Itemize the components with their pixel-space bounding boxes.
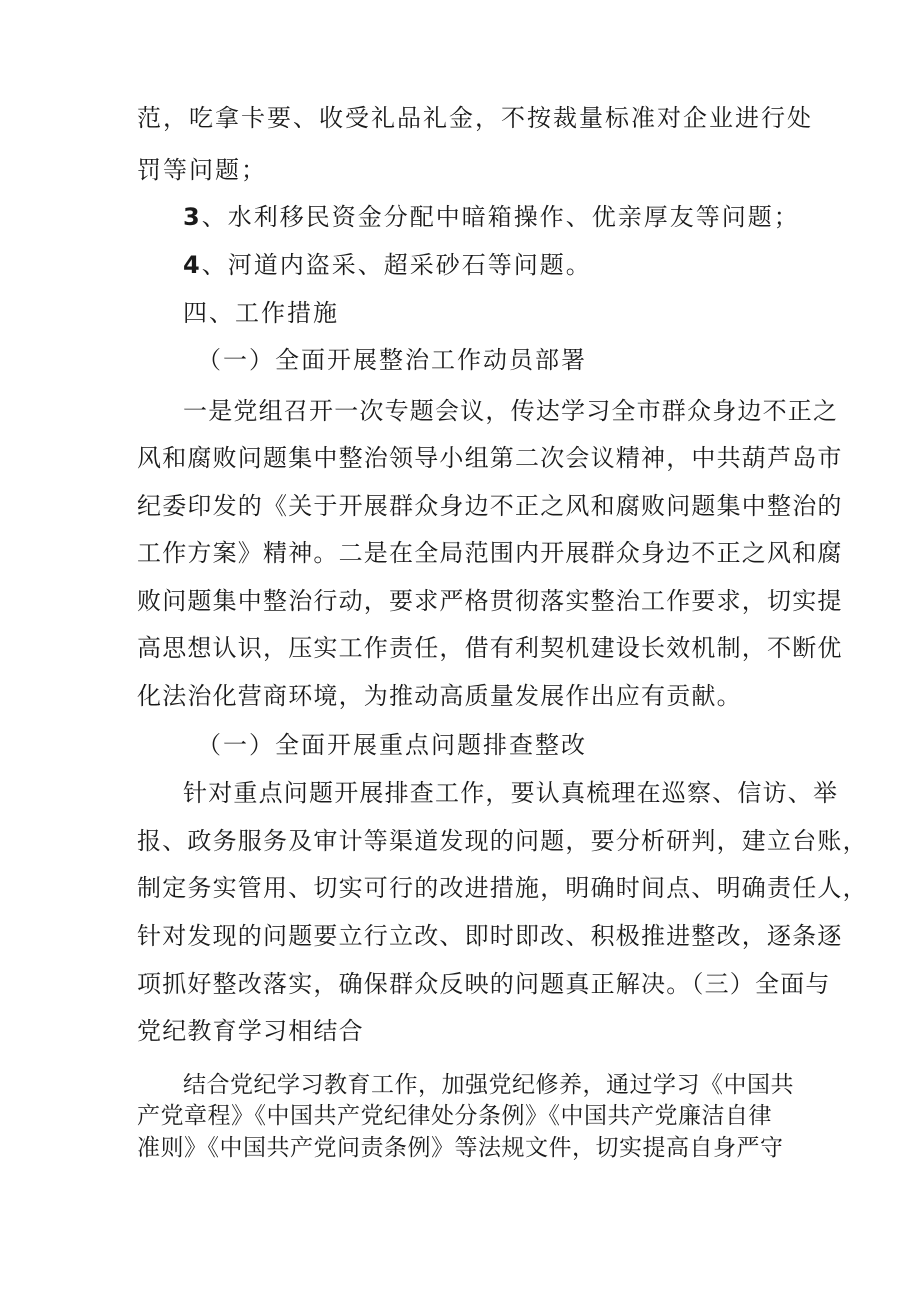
text-line: 范，吃拿卡要、收受礼品礼金，不按裁量标准对企业进行处 (137, 104, 813, 132)
text-line: 败问题集中整治行动，要求严格贯彻落实整治工作要求，切实提 (137, 587, 843, 615)
text-line: 项抓好整改落实，确保群众反映的问题真正解决。（三）全面与 (137, 970, 831, 998)
text-line: 化法治化营商环境，为推动高质量发展作出应有贡献。 (137, 682, 742, 710)
list-item-text: 水利移民资金分配中暗箱操作、优亲厚友等问题； (227, 203, 800, 231)
list-number: 4 (183, 251, 202, 279)
list-number: 3 (183, 203, 202, 231)
text-line: 结合党纪学习教育工作，加强党纪修养，通过学习《中国共 (183, 1072, 794, 1098)
text-line: 罚等问题； (137, 156, 267, 184)
subsection-heading: （一）全面开展整治工作动员部署 (197, 346, 587, 374)
text-line: 工作方案》精神。二是在全局范围内开展群众身边不正之风和腐 (137, 539, 843, 567)
text-line: 一是党组召开一次专题会议，传达学习全市群众身边不正之 (183, 397, 839, 425)
text-line: 产党章程》《中国共产党纪律处分条例》《中国共产党廉洁自律 (137, 1103, 772, 1129)
text-line: 报、政务服务及审计等渠道发现的问题，要分析研判，建立台账， (137, 827, 868, 855)
text-line: 纪委印发的《关于开展群众身边不正之风和腐败问题集中整治的 (137, 492, 843, 520)
list-item: 4、河道内盗采、超采砂石等问题。 (183, 251, 592, 279)
text-line: 针对重点问题开展排查工作，要认真梳理在巡察、信访、举 (183, 779, 839, 807)
subsection-heading: （一）全面开展重点问题排查整改 (197, 731, 587, 759)
text-line: 党纪教育学习相结合 (137, 1017, 364, 1045)
section-heading: 四、工作措施 (183, 299, 339, 327)
text-line: 针对发现的问题要立行立改、即时即改、积极推进整改，逐条逐 (137, 922, 843, 950)
list-item: 3、水利移民资金分配中暗箱操作、优亲厚友等问题； (183, 203, 800, 231)
text-line: 高思想认识，压实工作责任，借有利契机建设长效机制，不断优 (137, 634, 843, 662)
text-line: 风和腐败问题集中整治领导小组第二次会议精神，中共葫芦岛市 (137, 444, 843, 472)
text-line: 准则》《中国共产党问责条例》等法规文件，切实提高自身严守 (137, 1135, 784, 1161)
text-line: 制定务实管用、切实可行的改进措施，明确时间点、明确责任人， (137, 874, 868, 902)
list-item-text: 河道内盗采、超采砂石等问题。 (227, 251, 592, 279)
